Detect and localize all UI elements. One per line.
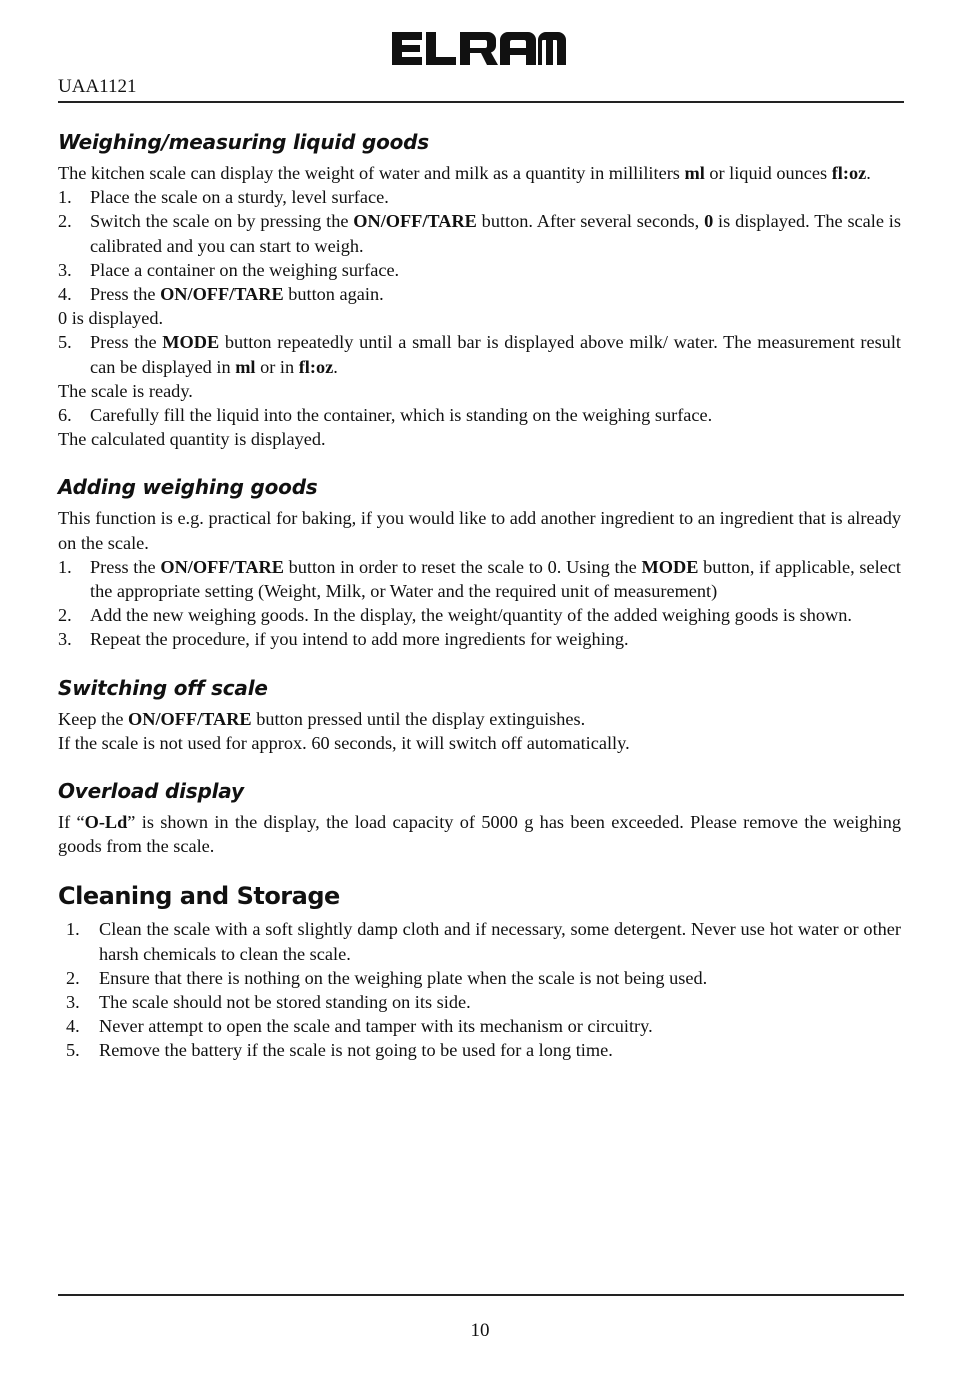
- list-item: 6. Carefully fill the liquid into the container, which is standing on the weighing surface.: [58, 405, 713, 426]
- paragraph: If “O-Ld” is shown in the display, the load capacity of 5000 g has been exceeded. Please remove the weighing goods from the scale.: [58, 812, 901, 857]
- status-line: 0 is displayed.: [58, 308, 164, 329]
- list-item: 3. Repeat the procedure, if you intend to add more ingredients for weighing.: [58, 629, 629, 650]
- elram-logo-icon: [390, 26, 570, 72]
- list-item: 2. Ensure that there is nothing on the weighing plate when the scale is not being used.: [66, 967, 708, 988]
- section-heading: Overload display: [58, 779, 244, 804]
- list-item: 1. Clean the scale with a soft slightly damp cloth and if necessary, some detergent. Never use hot water or other harsh chemicals to clean the scale.: [66, 919, 901, 964]
- list-item: 3. The scale should not be stored standing on its side.: [66, 992, 471, 1013]
- section-cleaning: [58, 880, 901, 1062]
- list-item: 3. Place a container on the weighing surface.: [58, 259, 400, 280]
- list-item: 1. Place the scale on a sturdy, level surface.: [58, 187, 389, 208]
- section-intro: This function is e.g. practical for baking, if you would like to add another ingredient to an ingredient that is already on the scale.: [58, 508, 901, 553]
- list-item: 5. Press the MODE button repeatedly until a small bar is displayed above milk/ water. The measurement result can be displayed in ml or in fl:oz.: [58, 332, 901, 377]
- list-item: 2. Switch the scale on by pressing the ON/OFF/TARE button. After several seconds, 0 is displayed. The scale is calibrated and you can start to weigh.: [58, 211, 902, 256]
- brand-logo: [390, 26, 570, 77]
- header-divider: [58, 101, 904, 103]
- status-line: The scale is ready.: [58, 380, 193, 401]
- section-adding-goods: [58, 473, 901, 651]
- section-heading: Weighing/measuring liquid goods: [58, 130, 429, 154]
- section-heading: Switching off scale: [58, 675, 268, 700]
- section-heading: Adding weighing goods: [58, 475, 318, 500]
- footer-divider: [58, 1294, 904, 1296]
- section-overload: [58, 777, 901, 858]
- list-item: 5. Remove the battery if the scale is not going to be used for a long time.: [66, 1040, 613, 1061]
- paragraph: Keep the ON/OFF/TARE button pressed until the display extinguishes.: [58, 708, 586, 729]
- section-intro: The kitchen scale can display the weight of water and milk as a quantity in milliliters ml or liquid ounces fl:oz.: [58, 163, 871, 183]
- list-item: 4. Never attempt to open the scale and tamper with its mechanism or circuitry.: [66, 1016, 653, 1037]
- page-content: [58, 128, 901, 1085]
- list-item: 1. Press the ON/OFF/TARE button in order to reset the scale to 0. Using the MODE button, if applicable, select the appropriate setting (Weight, Milk, or Water and the required unit of measurement): [58, 556, 901, 602]
- list-item: 2. Add the new weighing goods. In the display, the weight/quantity of the added weighing goods is shown.: [58, 605, 852, 626]
- status-line: The calculated quantity is displayed.: [58, 429, 326, 450]
- section-heading: Cleaning and Storage: [58, 882, 340, 911]
- model-code: UAA1121: [58, 76, 137, 97]
- section-liquid-goods: [58, 128, 901, 451]
- page-number: 10: [470, 1320, 490, 1341]
- section-switching-off: [58, 674, 901, 755]
- cleaning-list: [58, 917, 901, 1062]
- paragraph: If the scale is not used for approx. 60 seconds, it will switch off automatically.: [58, 732, 630, 753]
- list-item: 4. Press the ON/OFF/TARE button again.: [58, 284, 384, 305]
